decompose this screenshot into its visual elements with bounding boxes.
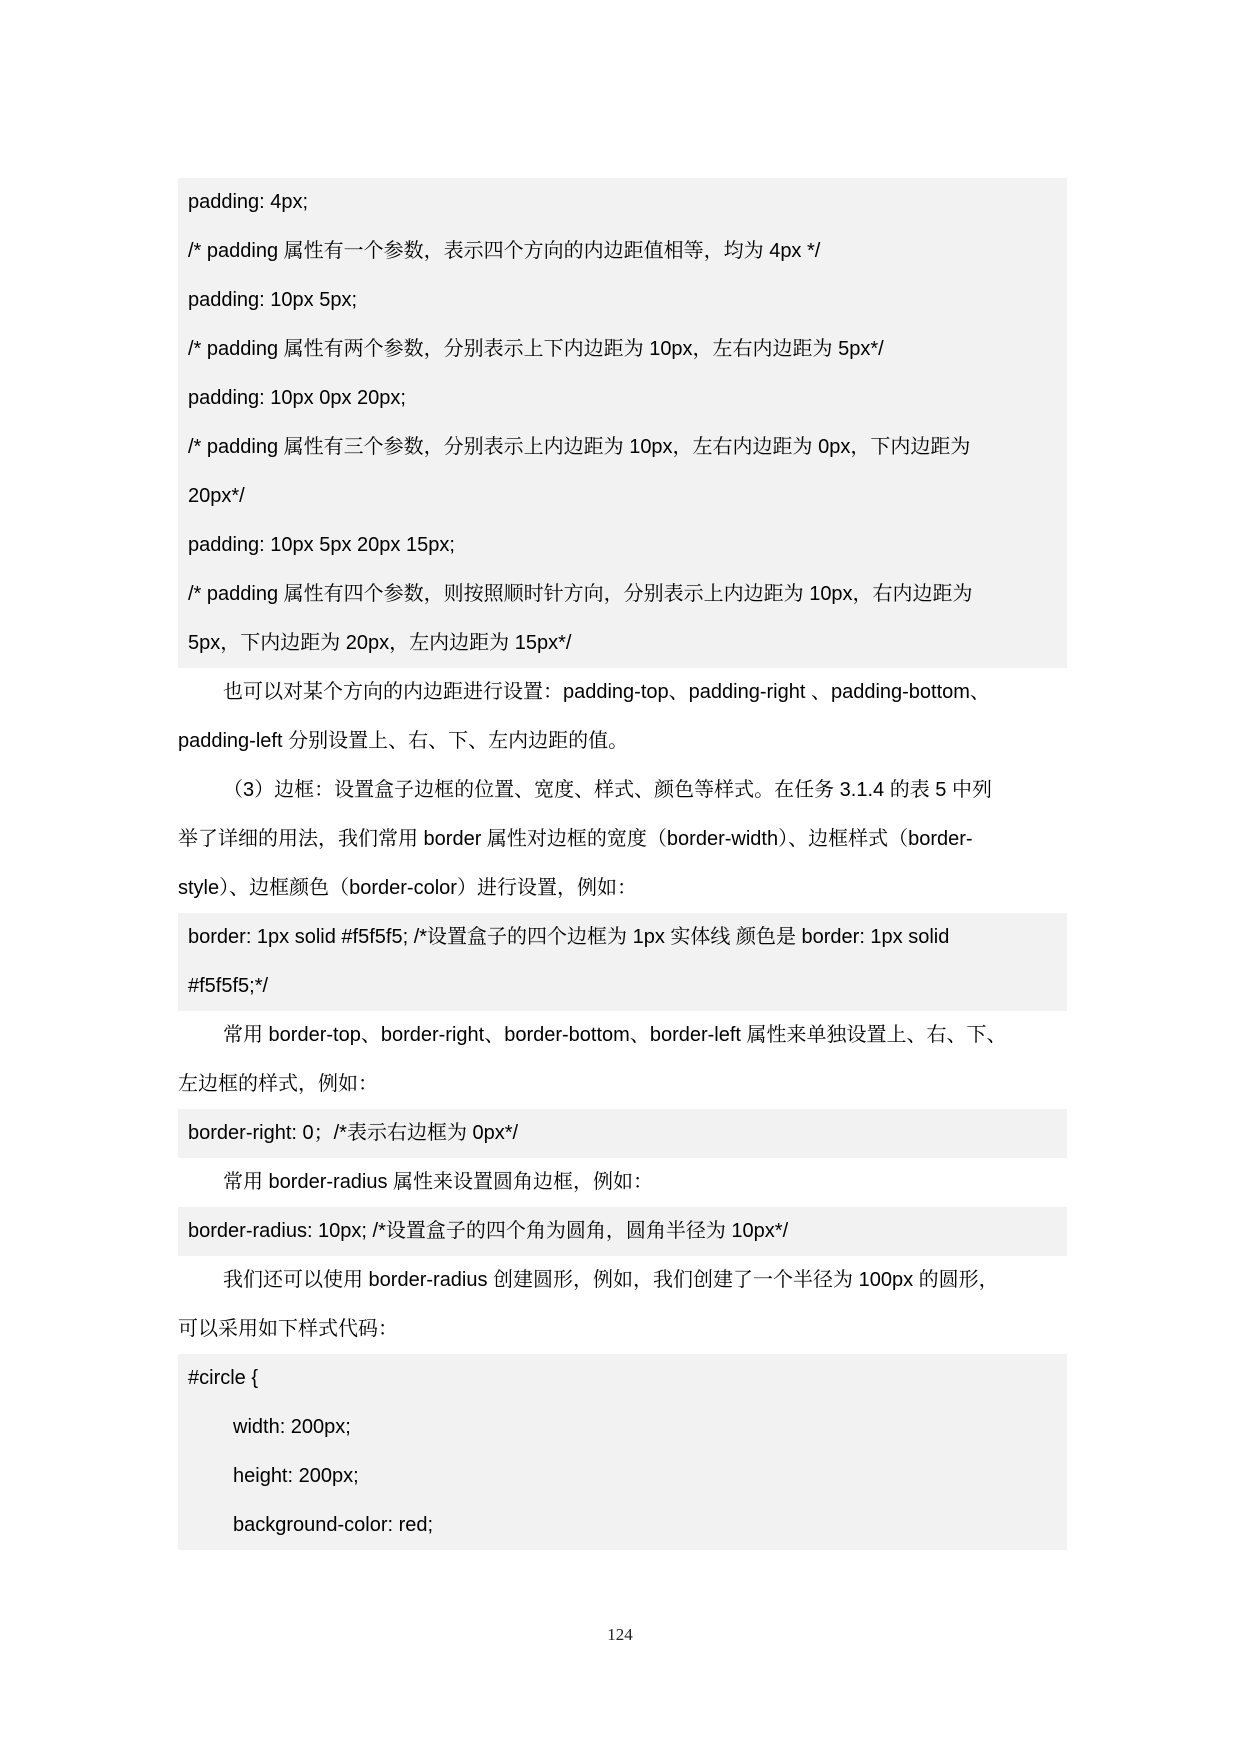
code-block-circle (178, 1354, 1067, 1550)
code-line: background-color: red; (233, 1514, 434, 1536)
paragraph-border-radius (178, 1158, 1067, 1207)
code-line: #f5f5f5;*/ (188, 975, 269, 997)
code-line: padding: 10px 5px 20px 15px; (188, 534, 455, 556)
paragraph-line: 可以采用如下样式代码： (178, 1318, 398, 1340)
code-comment: /* padding 属性有两个参数，分别表示上下内边距为 10px，左右内边距为 5px*/ (188, 338, 884, 360)
code-line: border-right: 0；/*表示右边框为 0px*/ (188, 1122, 519, 1144)
code-line: height: 200px; (233, 1465, 359, 1487)
code-block-border-right (178, 1109, 1067, 1158)
paragraph-padding-directions (178, 668, 1067, 766)
code-block-padding (178, 178, 1067, 668)
code-comment: /* padding 属性有三个参数，分别表示上内边距为 10px，左右内边距为 0px，下内边距为 (188, 436, 971, 458)
paragraph-border-intro (178, 766, 1067, 913)
paragraph-line: 我们还可以使用 border-radius 创建圆形，例如，我们创建了一个半径为 100px 的圆形， (223, 1269, 999, 1291)
paragraph-line: 举了详细的用法，我们常用 border 属性对边框的宽度（border-width）、边框样式（border- (178, 828, 973, 850)
paragraph-line: style）、边框颜色（border-color）进行设置，例如： (178, 877, 637, 899)
paragraph-line: 常用 border-top、border-right、border-bottom、border-left 属性来单独设置上、右、下、 (223, 1024, 1007, 1046)
code-block-border (178, 913, 1067, 1011)
code-line: padding: 4px; (188, 191, 309, 213)
code-line: width: 200px; (233, 1416, 351, 1438)
page-content (178, 178, 1067, 1550)
code-line: padding: 10px 5px; (188, 289, 358, 311)
paragraph-line: 常用 border-radius 属性来设置圆角边框，例如： (223, 1171, 654, 1193)
code-line: border: 1px solid #f5f5f5; /*设置盒子的四个边框为 1px 实体线 颜色是 border: 1px solid (188, 926, 950, 948)
paragraph-line: （3）边框：设置盒子边框的位置、宽度、样式、颜色等样式。在任务 3.1.4 的表 5 中列 (223, 779, 992, 801)
paragraph-border-sides (178, 1011, 1067, 1109)
paragraph-line: 左边框的样式，例如： (178, 1073, 378, 1095)
paragraph-line: 也可以对某个方向的内边距进行设置：padding-top、padding-right 、padding-bottom、 (223, 681, 990, 703)
code-comment: 20px*/ (188, 485, 245, 507)
code-comment: 5px，下内边距为 20px，左内边距为 15px*/ (188, 632, 572, 654)
paragraph-line: padding-left 分别设置上、右、下、左内边距的值。 (178, 730, 629, 752)
paragraph-circle (178, 1256, 1067, 1354)
page-number: 124 (607, 1625, 633, 1644)
code-line: #circle { (188, 1367, 259, 1389)
code-block-border-radius (178, 1207, 1067, 1256)
code-comment: /* padding 属性有一个参数，表示四个方向的内边距值相等，均为 4px */ (188, 240, 821, 262)
code-line: border-radius: 10px; /*设置盒子的四个角为圆角，圆角半径为 10px*/ (188, 1220, 789, 1242)
code-comment: /* padding 属性有四个参数，则按照顺时针方向，分别表示上内边距为 10px，右内边距为 (188, 583, 973, 605)
code-line: padding: 10px 0px 20px; (188, 387, 406, 409)
